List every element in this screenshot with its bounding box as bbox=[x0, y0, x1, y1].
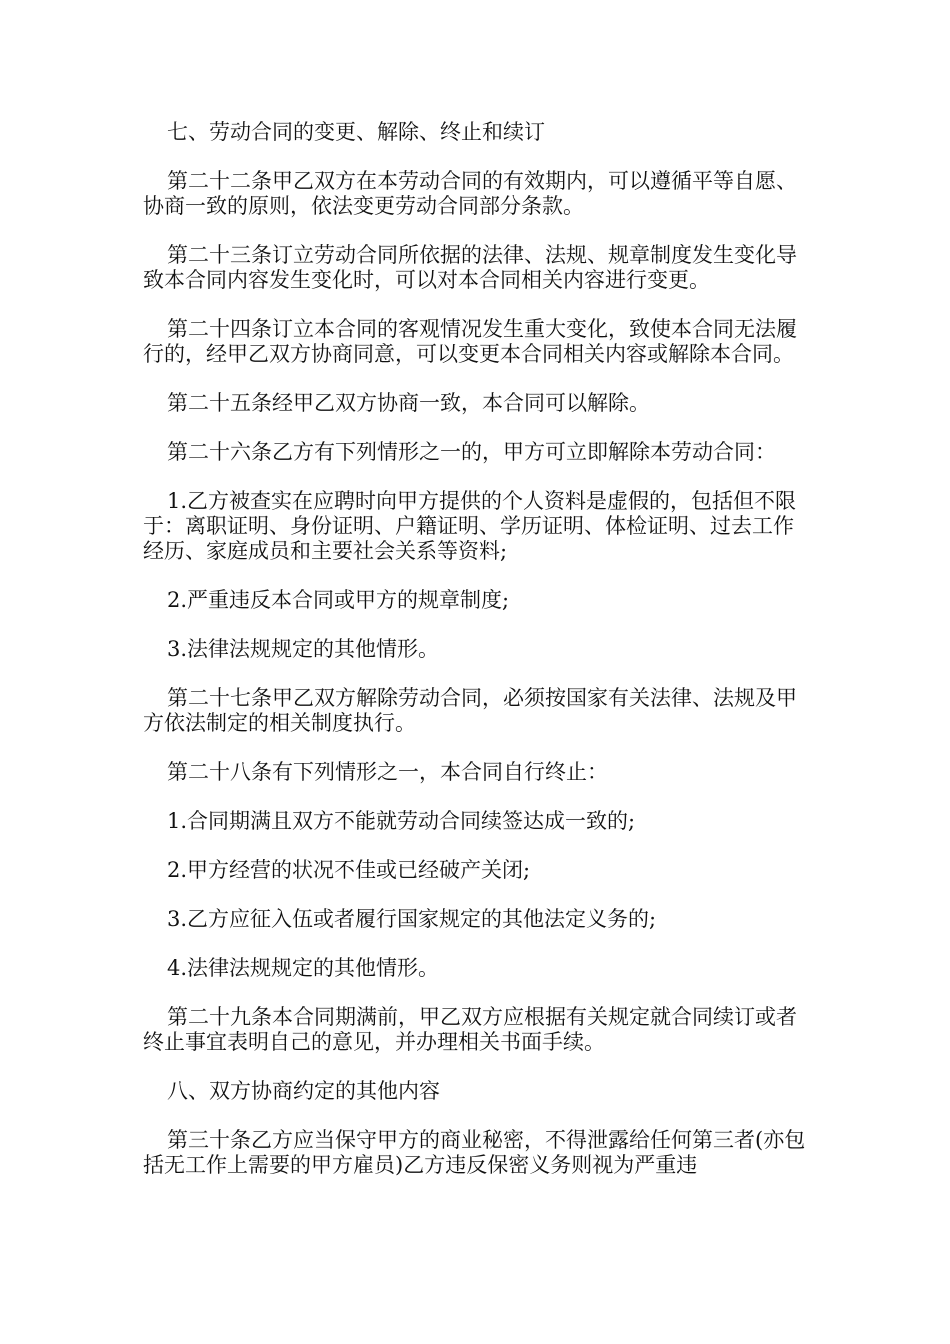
article-28-item-2: 2.甲方经营的状况不佳或已经破产关闭; bbox=[167, 858, 531, 882]
article-28-item-4: 4.法律法规规定的其他情形。 bbox=[167, 956, 440, 980]
article-24: 第二十四条订立本合同的客观情况发生重大变化，致使本合同无法履行的，经甲乙双方协商同意，可以变更本合同相关内容或解除本合同。 bbox=[143, 317, 797, 366]
section-heading-8: 八、双方协商约定的其他内容 bbox=[167, 1079, 440, 1103]
article-26-item-1: 1.乙方被查实在应聘时向甲方提供的个人资料是虚假的，包括但不限于：离职证明、身份证明、户籍证明、学历证明、体检证明、过去工作经历、家庭成员和主要社会关系等资料; bbox=[143, 489, 797, 563]
article-29: 第二十九条本合同期满前，甲乙双方应根据有关规定就合同续订或者终止事宜表明自己的意见，并办理相关书面手续。 bbox=[143, 1005, 797, 1054]
article-26-item-2: 2.严重违反本合同或甲方的规章制度; bbox=[167, 588, 510, 612]
article-27: 第二十七条甲乙双方解除劳动合同，必须按国家有关法律、法规及甲方依法制定的相关制度执行。 bbox=[143, 686, 797, 735]
document-body bbox=[143, 120, 811, 1178]
section-heading-7: 七、劳动合同的变更、解除、终止和续订 bbox=[167, 120, 545, 144]
article-26: 第二十六条乙方有下列情形之一的，甲方可立即解除本劳动合同： bbox=[167, 440, 776, 464]
article-25: 第二十五条经甲乙双方协商一致，本合同可以解除。 bbox=[167, 391, 650, 415]
article-26-item-3: 3.法律法规规定的其他情形。 bbox=[167, 637, 440, 661]
article-30: 第三十条乙方应当保守甲方的商业秘密，不得泄露给任何第三者(亦包括无工作上需要的甲方雇员)乙方违反保密义务则视为严重违 bbox=[143, 1128, 806, 1177]
article-22: 第二十二条甲乙双方在本劳动合同的有效期内，可以遵循平等自愿、协商一致的原则，依法变更劳动合同部分条款。 bbox=[143, 169, 797, 218]
article-23: 第二十三条订立劳动合同所依据的法律、法规、规章制度发生变化导致本合同内容发生变化时，可以对本合同相关内容进行变更。 bbox=[143, 243, 797, 292]
article-28-item-1: 1.合同期满且双方不能就劳动合同续签达成一致的; bbox=[167, 809, 636, 833]
article-28: 第二十八条有下列情形之一，本合同自行终止： bbox=[167, 760, 608, 784]
article-28-item-3: 3.乙方应征入伍或者履行国家规定的其他法定义务的; bbox=[167, 907, 657, 931]
